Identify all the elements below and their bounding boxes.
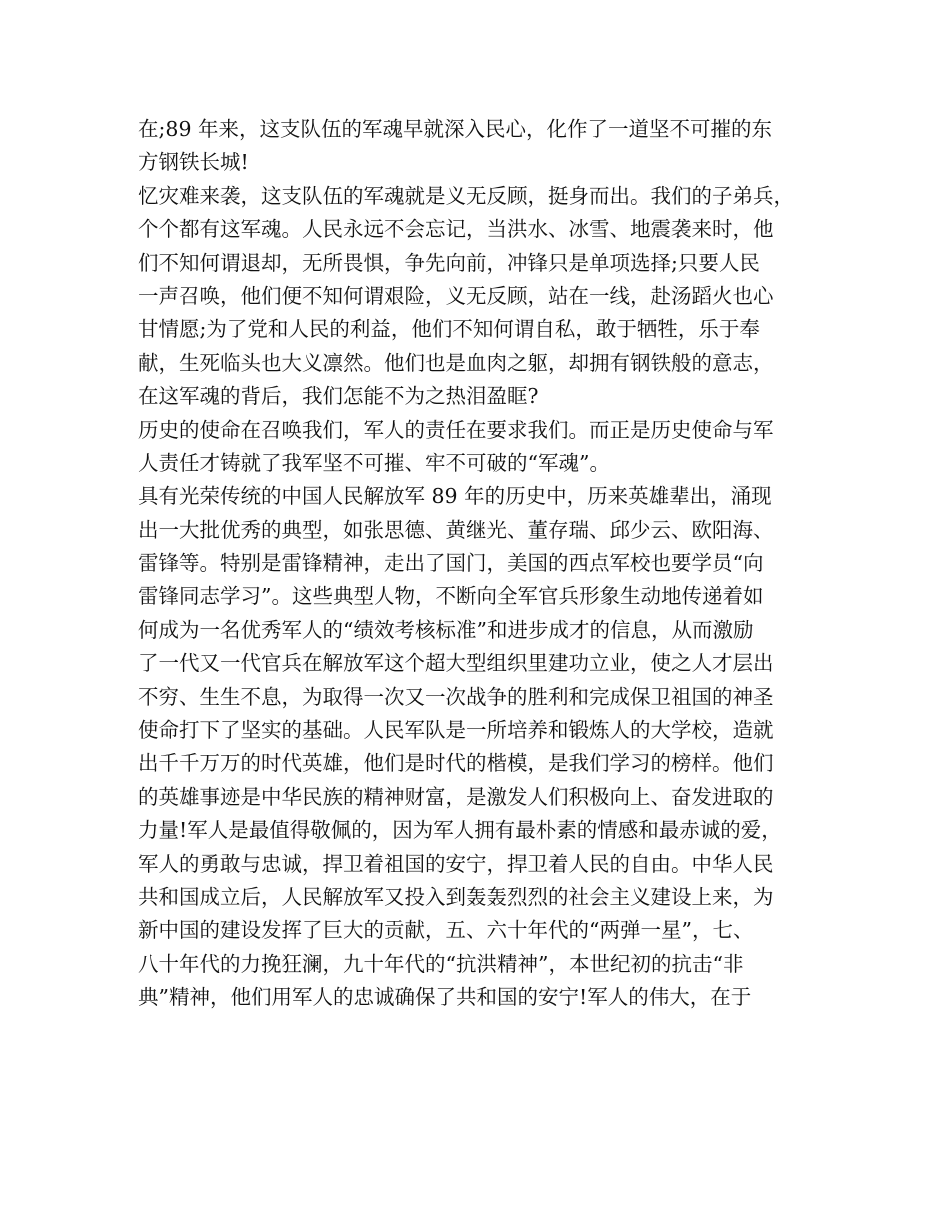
text-line: 军人的勇敢与忠诚，捍卫着祖国的安宁，捍卫着人民的自由。中华人民	[138, 851, 774, 876]
text-line: 出一大批优秀的典型，如张思德、黄继光、董存瑞、邱少云、欧阳海、	[138, 517, 774, 542]
text-line: 使命打下了坚实的基础。人民军队是一所培养和锻炼人的大学校，造就	[138, 718, 774, 743]
text-line: 人责任才铸就了我军坚不可摧、牢不可破的“军魂”。	[138, 450, 610, 475]
text-line: 不穷、生生不息，为取得一次又一次战争的胜利和完成保卫祖国的神圣	[138, 684, 774, 709]
text-line: 在;89 年来，这支队伍的军魂早就深入民心，化作了一道坚不可摧的东	[138, 117, 773, 141]
text-line: 的英雄事迹是中华民族的精神财富，是激发人们积极向上、奋发进取的	[138, 784, 774, 809]
text-line: 八十年代的力挽狂澜，九十年代的“抗洪精神”，本世纪初的抗击“非	[138, 951, 744, 976]
text-line: 个个都有这军魂。人民永远不会忘记，当洪水、冰雪、地震袭来时，他	[138, 217, 774, 242]
text-line: 一声召唤，他们便不知何谓艰险，义无反顾，站在一线，赴汤蹈火也心	[138, 283, 774, 308]
text-line: 新中国的建设发挥了巨大的贡献，五、六十年代的“两弹一星”，七、	[138, 918, 754, 943]
text-line: 何成为一名优秀军人的“绩效考核标准”和进步成才的信息，从而激励	[138, 617, 754, 642]
text-line: 出千千万万的时代英雄，他们是时代的楷模，是我们学习的榜样。他们	[138, 751, 774, 776]
text-line: 共和国成立后，人民解放军又投入到轰轰烈烈的社会主义建设上来，为	[138, 884, 774, 909]
text-line: 方钢铁长城!	[138, 150, 249, 175]
body-text	[138, 113, 838, 1015]
text-line: 在这军魂的背后，我们怎能不为之热泪盈眶?	[138, 384, 539, 409]
text-line: 历史的使命在召唤我们，军人的责任在要求我们。而正是历史使命与军	[138, 417, 774, 442]
text-line: 雷锋同志学习”。这些典型人物，不断向全军官兵形象生动地传递着如	[138, 584, 764, 609]
text-line: 力量!军人是最值得敬佩的，因为军人拥有最朴素的情感和最赤诚的爱，	[138, 818, 782, 843]
text-line: 们不知何谓退却，无所畏惧，争先向前，冲锋只是单项选择;只要人民	[138, 250, 760, 275]
text-line: 忆灾难来袭，这支队伍的军魂就是义无反顾，挺身而出。我们的子弟兵，	[138, 183, 794, 208]
text-line: 典”精神，他们用军人的忠诚确保了共和国的安宁!军人的伟大，在于	[138, 985, 752, 1010]
text-line: 了一代又一代官兵在解放军这个超大型组织里建功立业，使之人才层出	[138, 651, 774, 676]
text-line: 甘情愿;为了党和人民的利益，他们不知何谓自私，敢于牺牲，乐于奉	[138, 317, 760, 342]
text-line: 献，生死临头也大义凛然。他们也是血肉之躯，却拥有钢铁般的意志，	[138, 350, 774, 375]
text-line: 具有光荣传统的中国人民解放军 89 年的历史中，历来英雄辈出，涌现	[138, 484, 772, 509]
text-line: 雷锋等。特别是雷锋精神，走出了国门，美国的西点军校也要学员“向	[138, 551, 764, 576]
